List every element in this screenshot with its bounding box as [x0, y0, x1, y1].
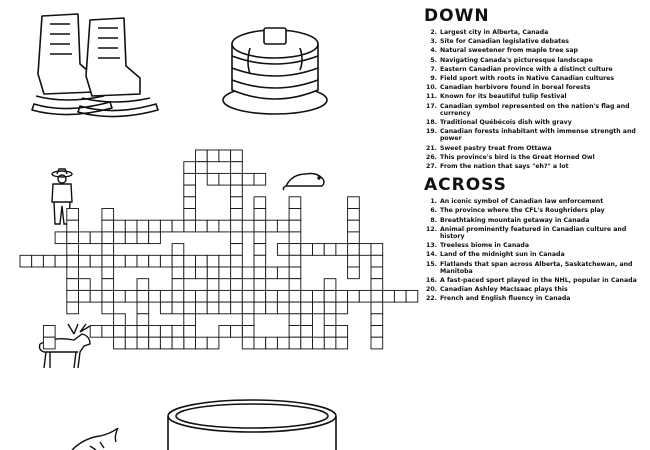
grid-cell[interactable]	[184, 185, 196, 197]
grid-cell[interactable]	[289, 326, 301, 338]
grid-cell[interactable]	[207, 220, 219, 232]
grid-cell[interactable]	[125, 337, 137, 349]
grid-cell[interactable]	[301, 314, 313, 326]
grid-cell[interactable]	[289, 267, 301, 279]
grid-cell[interactable]	[172, 302, 184, 314]
grid-cell[interactable]	[207, 267, 219, 279]
grid-cell[interactable]	[266, 220, 278, 232]
across-clue: 12. Animal prominently featured in Canadian culture and history	[426, 225, 627, 241]
grid-cell[interactable]	[348, 290, 360, 302]
grid-cell[interactable]	[289, 337, 301, 349]
grid-cell[interactable]	[102, 244, 114, 256]
grid-cell[interactable]	[184, 197, 196, 209]
grid-cell[interactable]	[254, 220, 266, 232]
grid-cell[interactable]	[160, 302, 172, 314]
grid-cell[interactable]	[242, 337, 254, 349]
grid-cell[interactable]	[371, 279, 383, 291]
grid-cell[interactable]	[172, 267, 184, 279]
grid-cell[interactable]	[324, 314, 336, 326]
grid-cell[interactable]	[219, 302, 231, 314]
grid-cell[interactable]	[172, 255, 184, 267]
grid-cell[interactable]	[301, 302, 313, 314]
down-clue: 18. Traditional Québécois dish with gravy	[426, 119, 572, 127]
grid-cell[interactable]	[231, 220, 243, 232]
grid-cell[interactable]	[137, 314, 149, 326]
across-clue: 16. A fast-paced sport played in the NHL, popular in Canada	[426, 277, 637, 285]
down-clue: 26. This province's bird is the Great Horned Owl	[426, 153, 595, 161]
grid-cell[interactable]	[172, 279, 184, 291]
grid-cell[interactable]	[125, 255, 137, 267]
down-clue-list	[420, 29, 646, 170]
grid-cell[interactable]	[231, 173, 243, 185]
grid-cell[interactable]	[301, 244, 313, 256]
grid-cell[interactable]	[219, 173, 231, 185]
grid-cell[interactable]	[324, 337, 336, 349]
grid-cell[interactable]	[149, 290, 161, 302]
grid-cell[interactable]	[114, 255, 126, 267]
grid-cell[interactable]	[336, 302, 348, 314]
grid-cell[interactable]	[125, 220, 137, 232]
grid-cell[interactable]	[242, 302, 254, 314]
grid-cell[interactable]	[184, 209, 196, 221]
grid-cell[interactable]	[79, 232, 91, 244]
grid-cell[interactable]	[371, 326, 383, 338]
grid-cell[interactable]	[79, 279, 91, 291]
grid-cell[interactable]	[219, 326, 231, 338]
grid-cell[interactable]	[114, 290, 126, 302]
grid-cell[interactable]	[277, 302, 289, 314]
grid-cell[interactable]	[336, 244, 348, 256]
grid-cell[interactable]	[125, 290, 137, 302]
down-clue: 27. From the nation that says "eh?" a lot	[426, 163, 569, 171]
grid-cell[interactable]	[254, 337, 266, 349]
grid-cell[interactable]	[348, 267, 360, 279]
down-clue: 5. Navigating Canada's picturesque landscape	[430, 56, 593, 64]
grid-cell[interactable]	[254, 255, 266, 267]
grid-cell[interactable]	[277, 267, 289, 279]
grid-cell[interactable]	[231, 244, 243, 256]
grid-cell[interactable]	[219, 150, 231, 162]
grid-cell[interactable]	[336, 337, 348, 349]
grid-cell[interactable]	[114, 314, 126, 326]
grid-cell[interactable]	[242, 267, 254, 279]
grid-cell[interactable]	[242, 173, 254, 185]
grid-cell[interactable]	[207, 150, 219, 162]
grid-cell[interactable]	[43, 255, 55, 267]
grid-cell[interactable]	[90, 290, 102, 302]
grid-cell[interactable]	[196, 337, 208, 349]
grid-cell[interactable]	[20, 255, 32, 267]
grid-cell[interactable]	[231, 290, 243, 302]
grid-cell[interactable]	[277, 337, 289, 349]
grid-cell[interactable]	[184, 290, 196, 302]
grid-cell[interactable]	[254, 290, 266, 302]
grid-cell[interactable]	[67, 290, 79, 302]
grid-cell[interactable]	[242, 326, 254, 338]
grid-cell[interactable]	[32, 255, 44, 267]
grid-cell[interactable]	[102, 290, 114, 302]
grid-cell[interactable]	[254, 197, 266, 209]
grid-cell[interactable]	[336, 290, 348, 302]
grid-cell[interactable]	[184, 220, 196, 232]
grid-cell[interactable]	[254, 232, 266, 244]
grid-cell[interactable]	[324, 244, 336, 256]
grid-cell[interactable]	[196, 150, 208, 162]
grid-cell[interactable]	[149, 255, 161, 267]
whale-icon	[70, 428, 122, 450]
down-clue: 10. Canadian herbivore found in boreal forests	[426, 84, 591, 92]
grid-cell[interactable]	[371, 255, 383, 267]
grid-cell[interactable]	[254, 209, 266, 221]
grid-cell[interactable]	[348, 255, 360, 267]
grid-cell[interactable]	[266, 267, 278, 279]
grid-cell[interactable]	[184, 162, 196, 174]
grid-cell[interactable]	[289, 255, 301, 267]
grid-cell[interactable]	[90, 326, 102, 338]
grid-cell[interactable]	[67, 209, 79, 221]
grid-cell[interactable]	[289, 279, 301, 291]
down-clue: 11. Known for its beautiful tulip festival	[426, 93, 567, 101]
grid-cell[interactable]	[102, 279, 114, 291]
grid-cell[interactable]	[289, 232, 301, 244]
grid-cell[interactable]	[79, 290, 91, 302]
grid-cell[interactable]	[67, 279, 79, 291]
down-clue: 7. Eastern Canadian province with a distinct culture	[430, 65, 613, 73]
grid-cell[interactable]	[231, 302, 243, 314]
grid-cell[interactable]	[184, 314, 196, 326]
grid-cell[interactable]	[184, 326, 196, 338]
grid-cell[interactable]	[289, 314, 301, 326]
grid-cell[interactable]	[125, 326, 137, 338]
down-clue: 17. Canadian symbol represented on the nation's flag and currency	[426, 102, 630, 117]
grid-cell[interactable]	[359, 290, 371, 302]
grid-cell[interactable]	[348, 197, 360, 209]
grid-cell[interactable]	[90, 232, 102, 244]
across-clue: 14. Land of the midnight sun in Canada	[426, 251, 565, 259]
grid-cell[interactable]	[43, 326, 55, 338]
grid-cell[interactable]	[371, 337, 383, 349]
grid-cell[interactable]	[231, 326, 243, 338]
grid-cell[interactable]	[231, 197, 243, 209]
down-clue: 2. Largest city in Alberta, Canada	[430, 29, 549, 36]
grid-cell[interactable]	[137, 337, 149, 349]
grid-cell[interactable]	[313, 337, 325, 349]
grid-cell[interactable]	[207, 302, 219, 314]
grid-cell[interactable]	[231, 162, 243, 174]
grid-cell[interactable]	[184, 302, 196, 314]
grid-cell[interactable]	[289, 244, 301, 256]
grid-cell[interactable]	[266, 290, 278, 302]
down-clue: 4. Natural sweetener from maple tree sap	[430, 47, 578, 55]
grid-cell[interactable]	[348, 244, 360, 256]
grid-cell[interactable]	[114, 337, 126, 349]
grid-cell[interactable]	[102, 326, 114, 338]
grid-cell[interactable]	[289, 290, 301, 302]
grid-cell[interactable]	[289, 302, 301, 314]
grid-cell[interactable]	[102, 209, 114, 221]
grid-cell[interactable]	[219, 255, 231, 267]
grid-cell[interactable]	[254, 267, 266, 279]
grid-cell[interactable]	[301, 326, 313, 338]
grid-cell[interactable]	[348, 209, 360, 221]
grid-cell[interactable]	[196, 290, 208, 302]
grid-cell[interactable]	[301, 337, 313, 349]
grid-cell[interactable]	[172, 244, 184, 256]
grid-cell[interactable]	[67, 220, 79, 232]
grid-cell[interactable]	[231, 232, 243, 244]
grid-cell[interactable]	[207, 255, 219, 267]
grid-cell[interactable]	[160, 220, 172, 232]
grid-cell[interactable]	[196, 302, 208, 314]
grid-cell[interactable]	[137, 220, 149, 232]
across-clue: 1. An iconic symbol of Canadian law enforcement	[430, 198, 604, 206]
drum-icon	[162, 396, 342, 450]
down-clue: 9. Field sport with roots in Native Canadian cultures	[430, 75, 615, 83]
grid-cell[interactable]	[324, 290, 336, 302]
grid-cell[interactable]	[324, 279, 336, 291]
grid-cell[interactable]	[266, 302, 278, 314]
grid-cell[interactable]	[160, 290, 172, 302]
grid-cell[interactable]	[102, 267, 114, 279]
grid-cell[interactable]	[43, 337, 55, 349]
grid-cell[interactable]	[55, 255, 67, 267]
down-clue: 19. Canadian forests inhabitant with immense strength and power	[426, 128, 636, 143]
grid-cell[interactable]	[254, 279, 266, 291]
grid-cell[interactable]	[114, 232, 126, 244]
grid-cell[interactable]	[149, 232, 161, 244]
grid-cell[interactable]	[102, 232, 114, 244]
grid-cell[interactable]	[67, 232, 79, 244]
grid-cell[interactable]	[67, 302, 79, 314]
grid-cell[interactable]	[160, 337, 172, 349]
grid-cell[interactable]	[348, 220, 360, 232]
grid-cell[interactable]	[137, 232, 149, 244]
grid-cell[interactable]	[207, 337, 219, 349]
grid-cell[interactable]	[172, 326, 184, 338]
grid-cell[interactable]	[125, 232, 137, 244]
grid-cell[interactable]	[67, 244, 79, 256]
grid-cell[interactable]	[137, 290, 149, 302]
grid-cell[interactable]	[102, 255, 114, 267]
grid-cell[interactable]	[371, 290, 383, 302]
grid-cell[interactable]	[219, 220, 231, 232]
grid-cell[interactable]	[277, 290, 289, 302]
grid-cell[interactable]	[172, 337, 184, 349]
grid-cell[interactable]	[137, 326, 149, 338]
grid-cell[interactable]	[231, 267, 243, 279]
grid-cell[interactable]	[371, 267, 383, 279]
down-clue: 21. Sweet pastry treat from Ottawa	[426, 144, 552, 152]
grid-cell[interactable]	[324, 326, 336, 338]
grid-cell[interactable]	[196, 220, 208, 232]
grid-cell[interactable]	[313, 290, 325, 302]
grid-cell[interactable]	[67, 255, 79, 267]
grid-cell[interactable]	[149, 337, 161, 349]
grid-cell[interactable]	[172, 290, 184, 302]
clues-panel	[420, 6, 646, 305]
grid-cell[interactable]	[231, 279, 243, 291]
grid-cell[interactable]	[207, 290, 219, 302]
grid-cell[interactable]	[266, 337, 278, 349]
grid-cell[interactable]	[231, 150, 243, 162]
grid-cell[interactable]	[289, 209, 301, 221]
across-clue: 22. French and English fluency in Canada	[426, 295, 571, 303]
grid-cell[interactable]	[231, 255, 243, 267]
grid-cell[interactable]	[277, 244, 289, 256]
grid-cell[interactable]	[196, 255, 208, 267]
grid-cell[interactable]	[67, 267, 79, 279]
across-clue: 20. Canadian Ashley MacIsaac plays this	[426, 286, 568, 294]
across-clue: 6. The province where the CFL's Roughriders play	[430, 207, 605, 215]
grid-cell[interactable]	[137, 255, 149, 267]
grid-cell[interactable]	[160, 255, 172, 267]
grid-cell[interactable]	[79, 255, 91, 267]
grid-cell[interactable]	[406, 290, 418, 302]
grid-cell[interactable]	[383, 290, 395, 302]
grid-cell[interactable]	[137, 279, 149, 291]
grid-cell[interactable]	[90, 255, 102, 267]
down-heading: DOWN	[424, 6, 490, 26]
grid-cell[interactable]	[277, 220, 289, 232]
grid-cell[interactable]	[313, 244, 325, 256]
grid-cell[interactable]	[55, 232, 67, 244]
grid-cell[interactable]	[172, 220, 184, 232]
grid-cell[interactable]	[359, 244, 371, 256]
grid-cell[interactable]	[207, 279, 219, 291]
across-clue-list	[420, 198, 646, 302]
grid-cell[interactable]	[231, 209, 243, 221]
grid-cell[interactable]	[336, 326, 348, 338]
grid-cell[interactable]	[371, 302, 383, 314]
across-heading: ACROSS	[424, 175, 507, 196]
grid-cell[interactable]	[149, 220, 161, 232]
grid-cell[interactable]	[149, 326, 161, 338]
grid-cell[interactable]	[242, 290, 254, 302]
grid-cell[interactable]	[242, 220, 254, 232]
grid-cell[interactable]	[324, 302, 336, 314]
across-clue: 13. Treeless biome in Canada	[426, 242, 530, 250]
grid-cell[interactable]	[102, 302, 114, 314]
grid-cell[interactable]	[242, 314, 254, 326]
grid-cell[interactable]	[184, 173, 196, 185]
grid-cell[interactable]	[289, 220, 301, 232]
grid-cell[interactable]	[160, 326, 172, 338]
grid-cell[interactable]	[114, 220, 126, 232]
grid-cell[interactable]	[184, 267, 196, 279]
grid-cell[interactable]	[254, 173, 266, 185]
grid-cell[interactable]	[348, 232, 360, 244]
grid-cell[interactable]	[196, 267, 208, 279]
grid-cell[interactable]	[219, 267, 231, 279]
down-clue: 3. Site for Canadian legislative debates	[430, 38, 569, 46]
grid-cell[interactable]	[137, 302, 149, 314]
grid-cell[interactable]	[301, 290, 313, 302]
grid-cell[interactable]	[313, 302, 325, 314]
grid-cell[interactable]	[184, 255, 196, 267]
grid-cell[interactable]	[219, 290, 231, 302]
grid-cell[interactable]	[102, 220, 114, 232]
grid-cell[interactable]	[114, 326, 126, 338]
grid-cell[interactable]	[371, 244, 383, 256]
grid-cell[interactable]	[371, 314, 383, 326]
grid-cell[interactable]	[184, 337, 196, 349]
across-clue: 15. Flatlands that span across Alberta, Saskatchewan, and Manitoba	[426, 260, 633, 275]
grid-cell[interactable]	[289, 197, 301, 209]
grid-cell[interactable]	[254, 244, 266, 256]
grid-cell[interactable]	[394, 290, 406, 302]
grid-cell[interactable]	[196, 162, 208, 174]
grid-cell[interactable]	[254, 302, 266, 314]
across-clue: 8. Breathtaking mountain getaway in Canada	[430, 216, 590, 224]
grid-cell[interactable]	[231, 185, 243, 197]
grid-cell[interactable]	[207, 173, 219, 185]
